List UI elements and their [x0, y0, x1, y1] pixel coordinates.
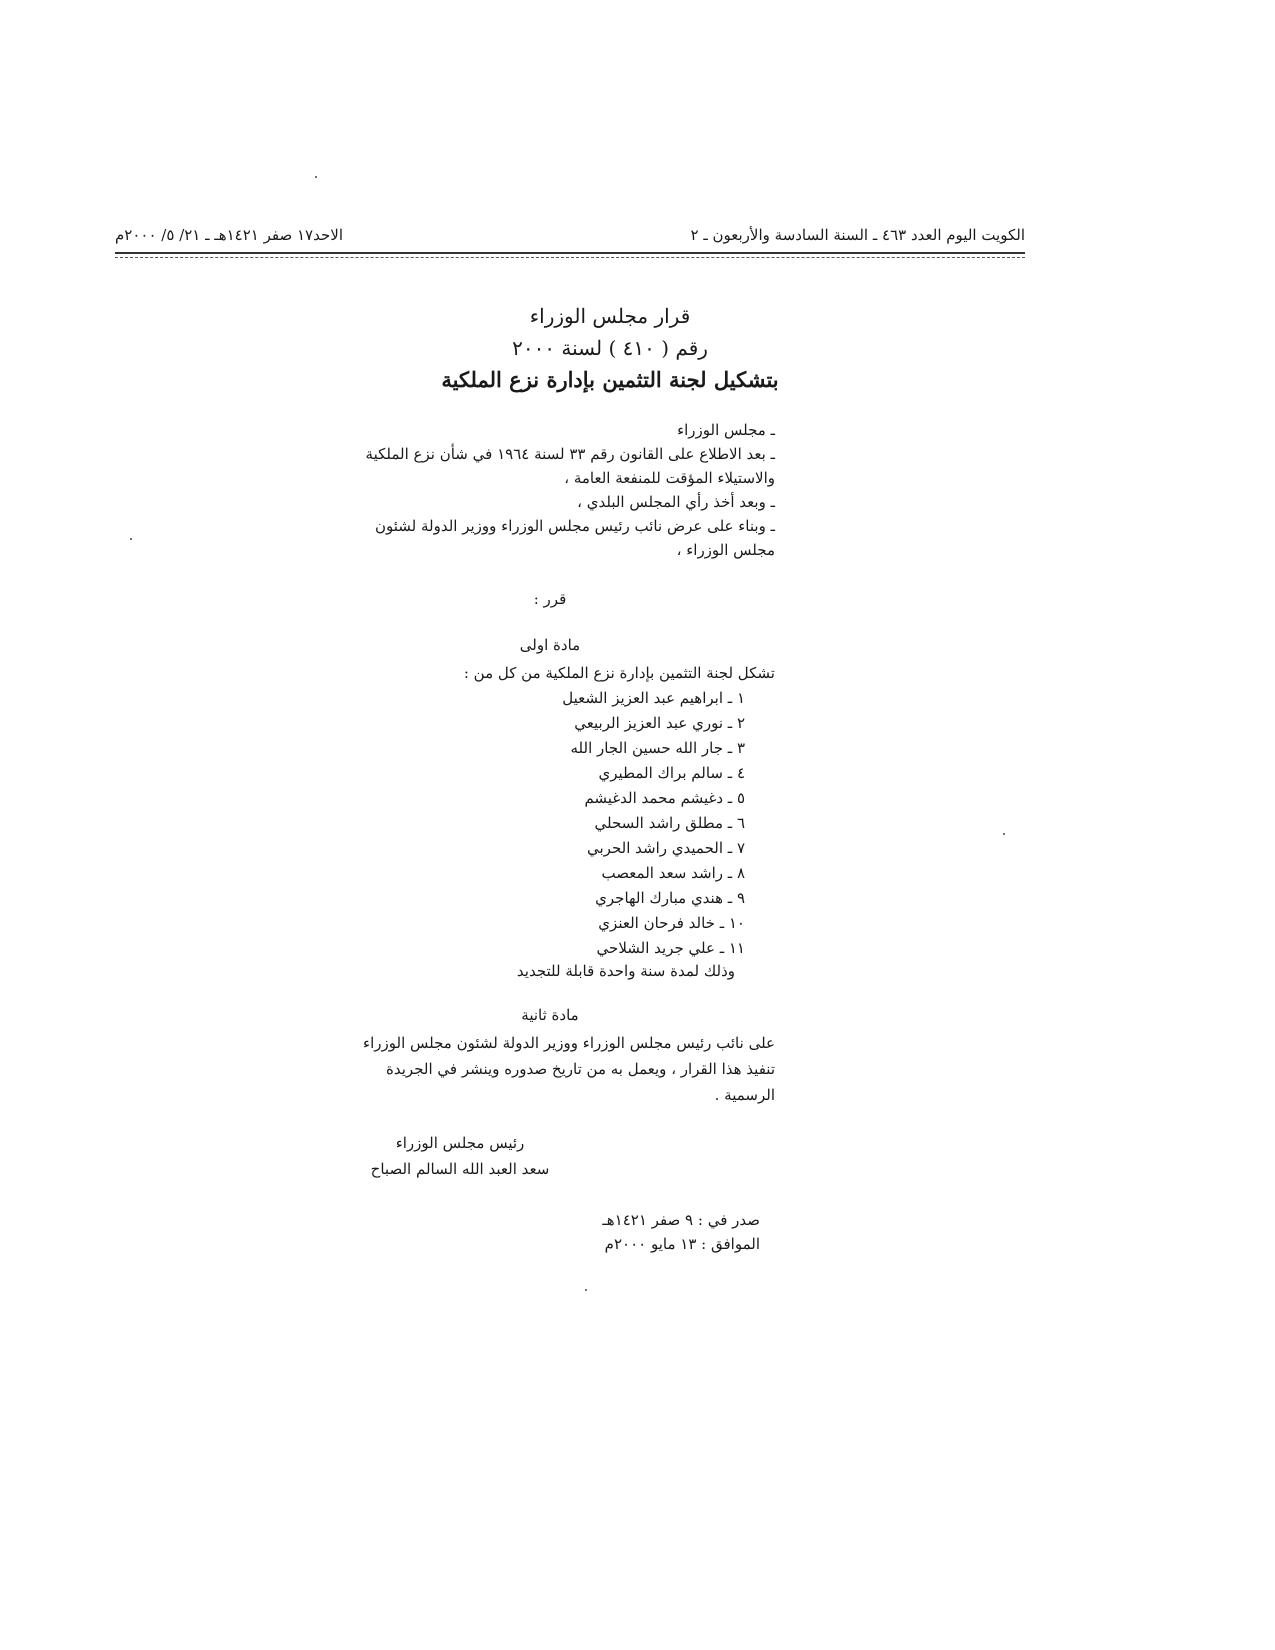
member-item: ٤ ـ سالم براك المطيري [598, 764, 745, 782]
issued-hijri: صدر في : ٩ صفر ١٤٢١هـ [602, 1211, 760, 1229]
signatory-name: سعد العبد الله السالم الصباح [370, 1160, 550, 1178]
header-gazette-issue: الكويت اليوم العدد ٤٦٣ ـ السنة السادسة والأربعون ـ ٢ [690, 226, 1025, 244]
member-item: ٢ ـ نوري عبد العزيز الربيعي [574, 714, 745, 732]
preamble-line: ـ بعد الاطلاع على القانون رقم ٣٣ لسنة ١٩٦٤ في شأن نزع الملكية والاستيلاء المؤقت للمنفعة العامة ، [365, 445, 775, 487]
decree-number: رقم ( ٤١٠ ) لسنة ٢٠٠٠ [512, 336, 708, 360]
preamble-line: ـ وبعد أخذ رأي المجلس البلدي ، [577, 493, 775, 511]
preamble-line: ـ وبناء على عرض نائب رئيس مجلس الوزراء ووزير الدولة لشئون مجلس الوزراء ، [374, 517, 775, 559]
article-1-closing: وذلك لمدة سنة واحدة قابلة للتجديد [516, 962, 735, 980]
member-item: ٨ ـ راشد سعد المعصب [601, 864, 745, 882]
header-rule [115, 252, 1025, 254]
committee-members-list [485, 686, 745, 961]
article-1-heading: مادة اولى [519, 636, 581, 654]
running-header [115, 222, 1025, 250]
article-1-intro: تشكل لجنة التثمين بإدارة نزع الملكية من كل من : [463, 664, 775, 682]
scan-speck [315, 176, 317, 178]
scan-speck [130, 538, 132, 540]
article-2-heading: مادة ثانية [521, 1006, 579, 1024]
member-item: ٧ ـ الحميدي راشد الحربي [587, 839, 745, 857]
preamble-line: ـ مجلس الوزراء [677, 421, 775, 439]
header-rule-dashed [115, 257, 1025, 258]
member-item: ١ ـ ابراهيم عبد العزيز الشعيل [562, 689, 745, 707]
preamble [335, 418, 775, 562]
scan-speck [585, 1289, 587, 1291]
scan-speck [1003, 833, 1005, 835]
member-item: ١١ ـ علي جريد الشلاحي [596, 939, 745, 957]
decree-title: قرار مجلس الوزراء [529, 304, 691, 328]
article-2-body: على نائب رئيس مجلس الوزراء ووزير الدولة لشئون مجلس الوزراء تنفيذ هذا القرار ، ويعمل به من تاريخ صدوره وينشر في الجريدة الرسمية . [363, 1034, 775, 1104]
member-item: ٣ ـ جار الله حسين الجار الله [570, 739, 745, 757]
signature-block [340, 1130, 580, 1182]
issued-gregorian: الموافق : ١٣ مايو ٢٠٠٠م [604, 1235, 760, 1253]
member-item: ٦ ـ مطلق راشد السحلي [594, 814, 745, 832]
decided-heading: قرر : [533, 590, 567, 608]
member-item: ١٠ ـ خالد فرحان العنزي [598, 914, 745, 932]
decree-subject: بتشكيل لجنة التثمين بإدارة نزع الملكية [441, 367, 779, 392]
signatory-title: رئيس مجلس الوزراء [395, 1134, 525, 1152]
issue-date-block [560, 1208, 760, 1256]
member-item: ٥ ـ دغيشم محمد الدغيشم [584, 789, 745, 807]
header-date: الاحد١٧ صفر ١٤٢١هـ ـ ٢١/ ٥/ ٢٠٠٠م [115, 226, 343, 244]
decree-title-block [300, 300, 920, 396]
member-item: ٩ ـ هندي مبارك الهاجري [595, 889, 745, 907]
